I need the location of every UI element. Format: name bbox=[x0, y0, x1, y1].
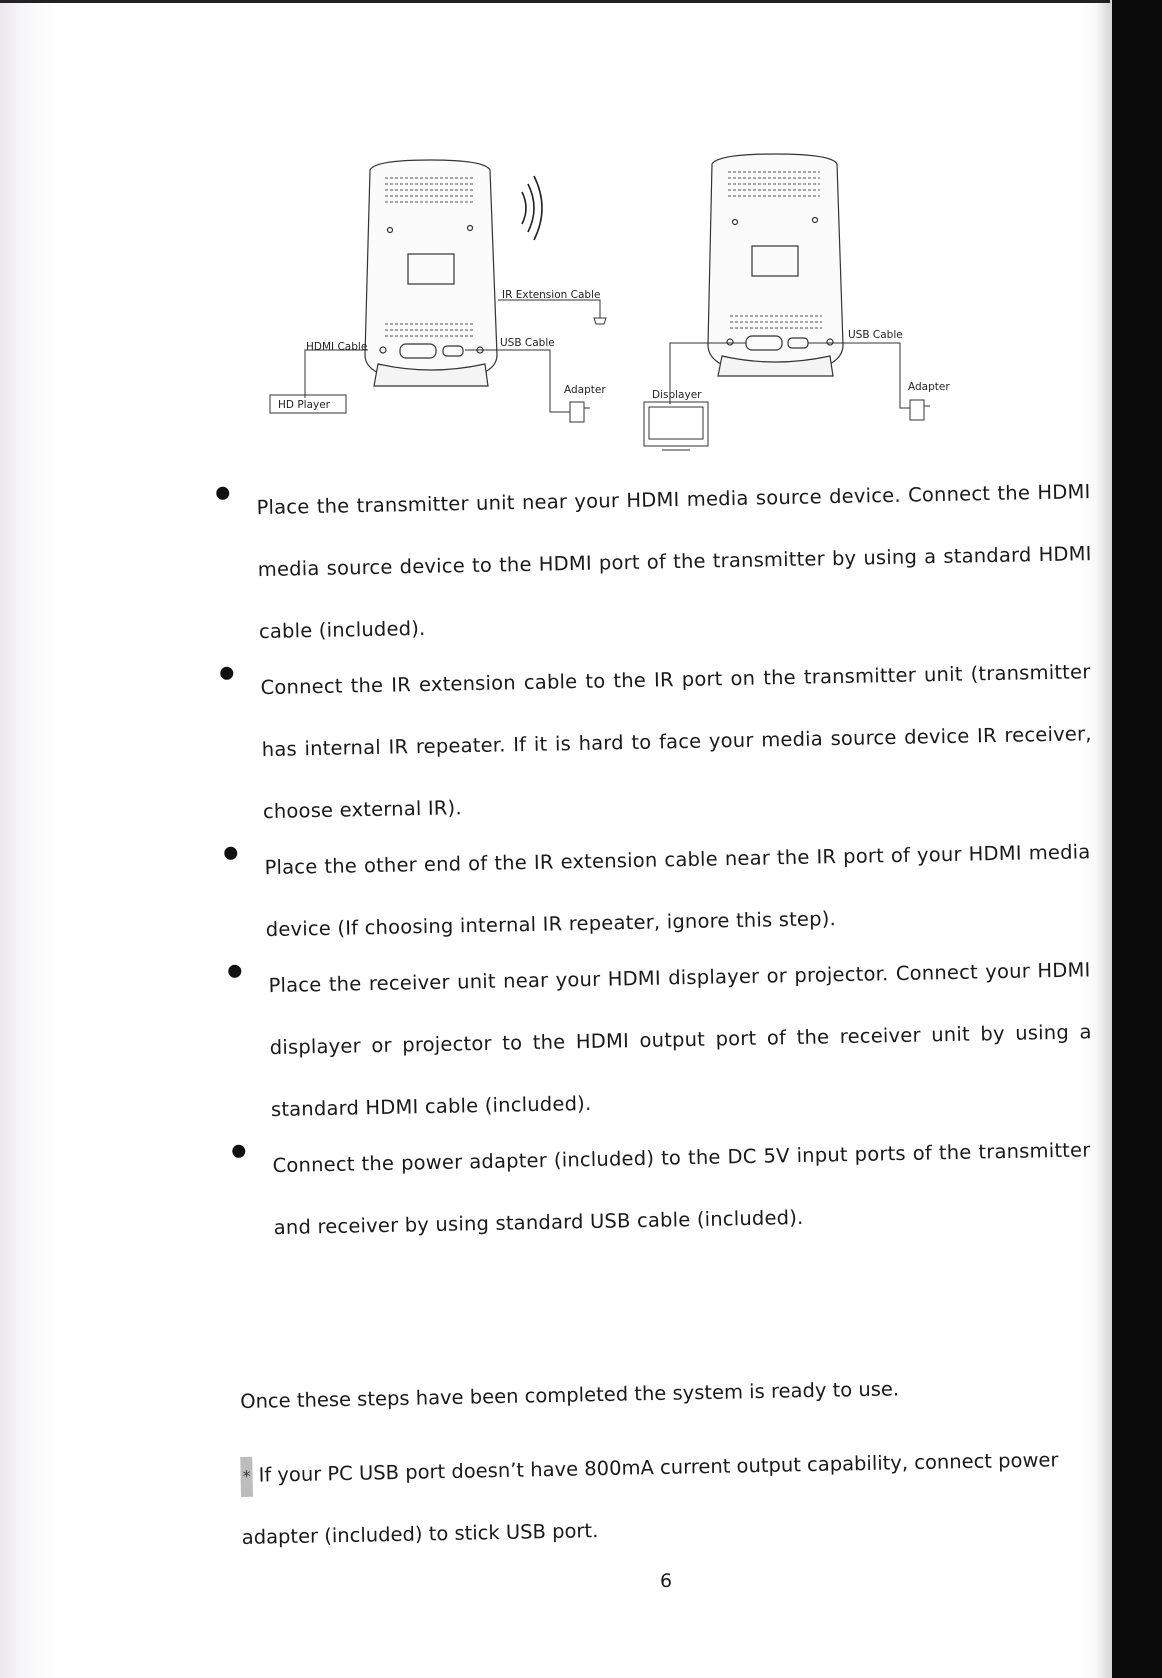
hd-player-label: HD Player bbox=[278, 399, 330, 411]
displayer-label: Displayer bbox=[652, 389, 702, 401]
scan-edge bbox=[1112, 0, 1162, 1678]
bullet-icon bbox=[228, 965, 241, 978]
ir-emitter-icon bbox=[594, 318, 606, 324]
transmitter-adapter-label: Adapter bbox=[564, 384, 606, 396]
instruction-text: Connect the IR extension cable to the IR port on the transmitter unit (transmitter has internal IR repeater. If it is hard to face your media source device IR receiver, choose external IR). bbox=[260, 660, 1092, 824]
connection-diagram-svg bbox=[260, 150, 1040, 490]
instruction-text: Place the receiver unit near your HDMI displayer or projector. Connect your HDMI displayer or projector to the HDMI output port of the receiver unit by using a standard HDMI cable (included). bbox=[268, 958, 1092, 1122]
instruction-item bbox=[222, 939, 1093, 1142]
instruction-item bbox=[226, 1119, 1092, 1260]
ir-extension-cable-label: IR Extension Cable bbox=[502, 289, 601, 301]
receiver-adapter-label: Adapter bbox=[908, 381, 950, 393]
bullet-icon bbox=[220, 667, 233, 680]
usb-power-note bbox=[240, 1428, 1102, 1568]
instruction-item bbox=[210, 461, 1093, 664]
top-rule bbox=[0, 0, 1110, 3]
transmitter-usb-cable-label: USB Cable bbox=[500, 337, 555, 349]
page-number: 6 bbox=[660, 1570, 673, 1592]
wireless-signal-icon bbox=[522, 176, 542, 240]
instruction-text: Place the transmitter unit near your HDMI media source device. Connect the HDMI media source device to the HDMI port of the transmitter by using a standard HDMI cable (included). bbox=[256, 480, 1092, 644]
instruction-item bbox=[214, 641, 1093, 844]
transmitter-adapter-icon bbox=[570, 402, 584, 422]
closing-statement: Once these steps have been completed the system is ready to use. bbox=[240, 1377, 900, 1413]
instruction-text: Place the other end of the IR extension cable near the IR port of your HDMI media device (If choosing internal IR repeater, ignore this step). bbox=[264, 840, 1091, 942]
asterisk-icon: * bbox=[240, 1456, 253, 1496]
connection-diagram bbox=[260, 150, 1040, 490]
note-text: If your PC USB port doesn’t have 800mA current output capability, connect power adapter (included) to stick USB port. bbox=[241, 1448, 1059, 1549]
instruction-text: Connect the power adapter (included) to the DC 5V input ports of the transmitter and receiver by using standard USB cable (included). bbox=[272, 1138, 1091, 1240]
bullet-icon bbox=[224, 847, 237, 860]
instruction-list bbox=[210, 480, 1092, 1274]
ir-extension-cable-line bbox=[498, 300, 600, 318]
page-edge-shadow bbox=[1096, 0, 1112, 1678]
bullet-icon bbox=[232, 1145, 245, 1158]
receiver-usb-cable-label: USB Cable bbox=[848, 329, 903, 341]
bullet-icon bbox=[216, 487, 229, 500]
transmitter-unit bbox=[365, 160, 497, 386]
hdmi-cable-label: HDMI Cable bbox=[306, 341, 368, 353]
receiver-adapter-icon bbox=[910, 400, 924, 420]
